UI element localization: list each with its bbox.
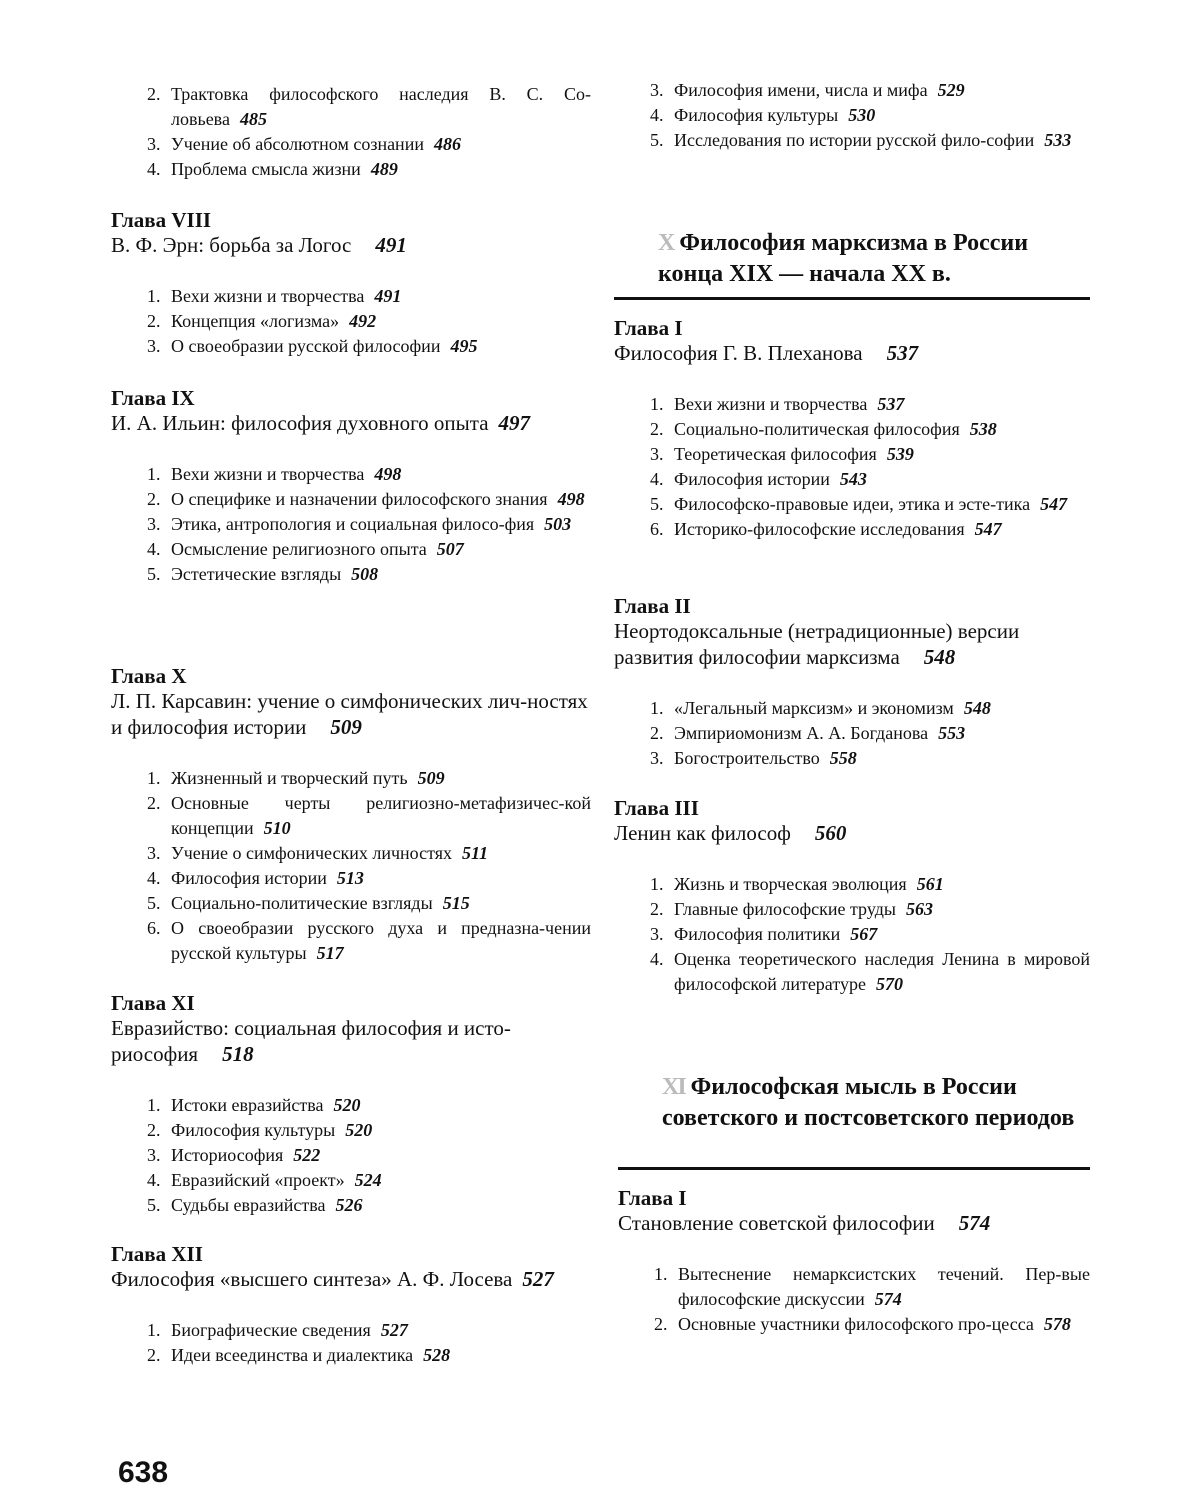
toc-item xyxy=(614,78,1090,103)
item-page: 527 xyxy=(380,1320,408,1340)
toc-item xyxy=(614,696,1090,721)
item-page: 520 xyxy=(345,1120,373,1140)
item-number: 1. xyxy=(147,1320,161,1340)
item-number: 3. xyxy=(147,336,161,356)
chapter-items xyxy=(614,696,1090,771)
toc-item xyxy=(111,1118,591,1143)
item-page: 558 xyxy=(829,748,857,768)
toc-item xyxy=(111,1168,591,1193)
toc-item xyxy=(614,872,1090,897)
item-title: Вехи жизни и творчества xyxy=(171,286,365,306)
item-number: 4. xyxy=(650,949,664,969)
item-page: 574 xyxy=(874,1289,902,1309)
item-title: О специфике и назначении философского знания xyxy=(171,489,548,509)
item-number: 4. xyxy=(650,469,664,489)
item-number: 3. xyxy=(650,924,664,944)
item-page: 507 xyxy=(436,539,464,559)
item-number: 2. xyxy=(650,899,664,919)
toc-item xyxy=(111,1193,591,1218)
item-title: Осмысление религиозного опыта xyxy=(171,539,427,559)
item-number: 1. xyxy=(650,874,664,894)
item-number: 4. xyxy=(147,159,161,179)
toc-item xyxy=(111,157,591,182)
item-title: Историко-философские исследования xyxy=(674,519,965,539)
item-number: 5. xyxy=(147,564,161,584)
toc-item xyxy=(614,897,1090,922)
item-title: Жизнь и творческая эволюция xyxy=(674,874,907,894)
item-number: 3. xyxy=(147,843,161,863)
chapter-8 xyxy=(111,208,591,359)
part-numeral: XI xyxy=(662,1074,685,1100)
item-page: 489 xyxy=(370,159,398,179)
part-title: XI Философская мысль в России советского и постсоветского периодов xyxy=(662,1074,1075,1131)
toc-item xyxy=(614,922,1090,947)
item-page: 495 xyxy=(450,336,478,356)
toc-item xyxy=(618,1262,1090,1312)
toc-item xyxy=(111,1143,591,1168)
item-page: 503 xyxy=(544,514,572,534)
item-page: 529 xyxy=(937,80,965,100)
chapter-label: Глава VIII xyxy=(111,208,212,232)
item-number: 5. xyxy=(147,893,161,913)
item-title: Проблема смысла жизни xyxy=(171,159,361,179)
item-page: 563 xyxy=(905,899,933,919)
chapter-label: Глава XI xyxy=(111,991,195,1015)
item-number: 1. xyxy=(650,394,664,414)
toc-item xyxy=(614,517,1090,542)
item-number: 1. xyxy=(147,286,161,306)
item-page: 486 xyxy=(433,134,461,154)
part-11-heading xyxy=(614,1072,1090,1134)
chapter-page: 518 xyxy=(222,1042,254,1066)
item-page: 548 xyxy=(963,698,991,718)
item-page: 543 xyxy=(839,469,867,489)
item-title: Оценка теоретического наследия Ленина в мировой философской литературе xyxy=(674,949,1090,994)
toc-item xyxy=(614,103,1090,128)
chapter-page: 527 xyxy=(522,1267,554,1291)
item-title: Философско-правовые идеи, этика и эсте-тика xyxy=(674,494,1031,514)
toc-item xyxy=(111,334,591,359)
item-title: Основные черты религиозно-метафизичес-кой концепции xyxy=(171,793,591,838)
item-number: 2. xyxy=(147,84,161,104)
item-page: 524 xyxy=(354,1170,382,1190)
chapter-title: Становление советской философии 574 xyxy=(618,1211,991,1235)
item-number: 5. xyxy=(650,130,664,150)
chapter-page: 497 xyxy=(498,411,531,435)
chapter-10 xyxy=(111,664,591,966)
item-number: 3. xyxy=(650,748,664,768)
item-title: Главные философские труды xyxy=(674,899,896,919)
chapter-2 xyxy=(614,594,1090,771)
item-number: 3. xyxy=(147,514,161,534)
chapter-title: Ленин как философ 560 xyxy=(614,821,847,845)
item-page: 522 xyxy=(293,1145,321,1165)
item-title: Биографические сведения xyxy=(171,1320,371,1340)
toc-item xyxy=(111,562,591,587)
item-number: 5. xyxy=(650,494,664,514)
item-page: 511 xyxy=(462,843,489,863)
item-title: Эмпириомонизм А. А. Богданова xyxy=(674,723,929,743)
chapter-items xyxy=(111,1318,591,1368)
item-title: Учение о симфонических личностях xyxy=(171,843,452,863)
item-page: 547 xyxy=(1040,494,1068,514)
chapter-items xyxy=(618,1262,1090,1337)
chapter-label: Глава I xyxy=(614,316,683,340)
item-title: Социально-политические взгляды xyxy=(171,893,433,913)
item-number: 6. xyxy=(147,918,161,938)
continued-items xyxy=(111,82,591,182)
item-number: 4. xyxy=(650,105,664,125)
item-number: 2. xyxy=(147,1120,161,1140)
item-page: 515 xyxy=(442,893,470,913)
item-page: 517 xyxy=(316,943,344,963)
toc-item xyxy=(111,512,591,537)
chapter-items xyxy=(614,392,1090,542)
item-title: Философия политики xyxy=(674,924,841,944)
toc-item xyxy=(111,766,591,791)
item-title: Социально-политическая философия xyxy=(674,419,960,439)
item-title: Вехи жизни и творчества xyxy=(674,394,868,414)
chapter-page: 537 xyxy=(886,341,919,365)
item-page: 530 xyxy=(848,105,876,125)
item-number: 2. xyxy=(650,723,664,743)
chapter-title: Философия Г. В. Плеханова 537 xyxy=(614,341,919,365)
item-number: 3. xyxy=(650,80,664,100)
toc-item xyxy=(111,1343,591,1368)
item-page: 492 xyxy=(349,311,377,331)
item-title: Эстетические взгляды xyxy=(171,564,342,584)
toc-item xyxy=(111,841,591,866)
chapter-title: Л. П. Карсавин: учение о симфонических лич-ностях и философия истории 509 xyxy=(111,689,588,739)
part-numeral: X xyxy=(658,230,674,256)
item-title: Судьбы евразийства xyxy=(171,1195,326,1215)
item-title: Трактовка философского наследия В. С. Со-ловьева xyxy=(171,84,591,129)
item-page: 547 xyxy=(974,519,1002,539)
item-title: Евразийский «проект» xyxy=(171,1170,345,1190)
chapter-items xyxy=(111,284,591,359)
toc-item xyxy=(614,392,1090,417)
item-title: Исследования по истории русской фило-софии xyxy=(674,130,1035,150)
item-number: 4. xyxy=(147,539,161,559)
chapter-label: Глава III xyxy=(614,796,699,820)
item-number: 1. xyxy=(147,1095,161,1115)
chapter-1 xyxy=(614,316,1090,542)
item-title: Вехи жизни и творчества xyxy=(171,464,365,484)
item-title: Учение об абсолютном сознании xyxy=(171,134,424,154)
item-page: 513 xyxy=(336,868,364,888)
toc-item xyxy=(111,132,591,157)
chapter-items xyxy=(614,78,1090,153)
item-title: Этика, антропология и социальная филосо-фия xyxy=(171,514,535,534)
item-title: Концепция «логизма» xyxy=(171,311,340,331)
toc-item xyxy=(111,866,591,891)
toc-item xyxy=(111,82,591,132)
item-title: Философия имени, числа и мифа xyxy=(674,80,928,100)
chapter-title: В. Ф. Эрн: борьба за Логос 491 xyxy=(111,233,407,257)
chapter-items xyxy=(111,82,591,182)
toc-item xyxy=(618,1312,1090,1337)
item-number: 1. xyxy=(147,464,161,484)
chapter-label: Глава XII xyxy=(111,1242,203,1266)
item-page: 520 xyxy=(333,1095,361,1115)
item-number: 1. xyxy=(147,768,161,788)
item-page: 537 xyxy=(877,394,905,414)
item-page: 485 xyxy=(239,109,267,129)
chapter-page: 491 xyxy=(375,233,407,257)
chapter-1-soviet xyxy=(618,1186,1090,1337)
part-divider xyxy=(614,297,1090,300)
toc-item xyxy=(614,417,1090,442)
item-title: Вытеснение немарксистских течений. Пер-вые философские дискуссии xyxy=(678,1264,1090,1309)
continued-items xyxy=(614,78,1090,153)
chapter-title: Неортодоксальные (нетрадиционные) версии развития философии марксизма 548 xyxy=(614,619,1020,669)
chapter-11 xyxy=(111,991,591,1218)
chapter-12 xyxy=(111,1242,591,1368)
item-title: Философия культуры xyxy=(674,105,839,125)
toc-item xyxy=(614,721,1090,746)
item-number: 3. xyxy=(147,1145,161,1165)
chapter-3 xyxy=(614,796,1090,997)
chapter-items xyxy=(111,766,591,966)
item-number: 1. xyxy=(650,698,664,718)
part-10-heading xyxy=(614,228,1090,290)
toc-item xyxy=(111,1318,591,1343)
chapter-items xyxy=(111,462,591,587)
item-title: Истоки евразийства xyxy=(171,1095,324,1115)
item-page: 578 xyxy=(1043,1314,1071,1334)
item-title: Основные участники философского про-цесса xyxy=(678,1314,1034,1334)
toc-item xyxy=(614,442,1090,467)
toc-item xyxy=(111,462,591,487)
chapter-title: Философия «высшего синтеза» А. Ф. Лосева 527 xyxy=(111,1267,554,1291)
item-page: 498 xyxy=(374,464,402,484)
item-number: 4. xyxy=(147,1170,161,1190)
toc-item xyxy=(111,284,591,309)
item-title: Историософия xyxy=(171,1145,284,1165)
toc-item xyxy=(111,891,591,916)
toc-item xyxy=(111,791,591,841)
item-title: Философия истории xyxy=(674,469,830,489)
item-title: О своеобразии русского духа и предназна-чении русской культуры xyxy=(171,918,591,963)
item-number: 2. xyxy=(147,793,161,813)
chapter-page: 509 xyxy=(330,715,362,739)
item-page: 561 xyxy=(916,874,944,894)
part-divider xyxy=(618,1167,1090,1170)
toc-item xyxy=(614,746,1090,771)
item-title: Философия культуры xyxy=(171,1120,336,1140)
toc-item xyxy=(111,1093,591,1118)
chapter-page: 548 xyxy=(923,645,956,669)
item-number: 6. xyxy=(650,519,664,539)
item-title: Философия истории xyxy=(171,868,327,888)
item-title: Богостроительство xyxy=(674,748,820,768)
item-page: 567 xyxy=(850,924,878,944)
toc-item xyxy=(111,916,591,966)
item-title: О своеобразии русской философии xyxy=(171,336,441,356)
item-title: Идеи всеединства и диалектика xyxy=(171,1345,414,1365)
chapter-title: И. А. Ильин: философия духовного опыта 497 xyxy=(111,411,531,435)
chapter-label: Глава II xyxy=(614,594,691,618)
item-number: 4. xyxy=(147,868,161,888)
toc-item xyxy=(614,467,1090,492)
chapter-9 xyxy=(111,386,591,587)
item-page: 526 xyxy=(335,1195,363,1215)
item-page: 528 xyxy=(423,1345,451,1365)
chapter-label: Глава I xyxy=(618,1186,687,1210)
chapter-title: Евразийство: социальная философия и исто-риософия 518 xyxy=(111,1016,511,1066)
item-number: 2. xyxy=(650,419,664,439)
toc-item xyxy=(614,492,1090,517)
page-number: 638 xyxy=(118,1456,169,1489)
item-number: 3. xyxy=(147,134,161,154)
item-title: Жизненный и творческий путь xyxy=(171,768,408,788)
item-page: 508 xyxy=(351,564,379,584)
item-page: 553 xyxy=(938,723,966,743)
chapter-page: 574 xyxy=(958,1211,991,1235)
item-number: 2. xyxy=(654,1314,668,1334)
item-page: 509 xyxy=(417,768,445,788)
item-title: «Легальный марксизм» и экономизм xyxy=(674,698,954,718)
item-page: 570 xyxy=(875,974,903,994)
item-number: 2. xyxy=(147,311,161,331)
item-page: 539 xyxy=(886,444,914,464)
item-page: 498 xyxy=(557,489,585,509)
item-number: 1. xyxy=(654,1264,668,1284)
toc-item xyxy=(111,309,591,334)
toc-item xyxy=(614,947,1090,997)
item-number: 3. xyxy=(650,444,664,464)
item-title: Теоретическая философия xyxy=(674,444,877,464)
chapter-items xyxy=(614,872,1090,997)
chapter-label: Глава X xyxy=(111,664,187,688)
item-number: 2. xyxy=(147,489,161,509)
item-number: 2. xyxy=(147,1345,161,1365)
chapter-page: 560 xyxy=(814,821,847,845)
toc-item xyxy=(614,128,1090,153)
toc-item xyxy=(111,537,591,562)
item-page: 510 xyxy=(263,818,291,838)
part-title: X Философия марксизма в России конца XIX — начала XX в. xyxy=(658,230,1029,287)
chapter-items xyxy=(111,1093,591,1218)
item-page: 538 xyxy=(969,419,997,439)
item-page: 491 xyxy=(374,286,402,306)
chapter-label: Глава IX xyxy=(111,386,195,410)
item-number: 5. xyxy=(147,1195,161,1215)
toc-item xyxy=(111,487,591,512)
item-page: 533 xyxy=(1044,130,1072,150)
